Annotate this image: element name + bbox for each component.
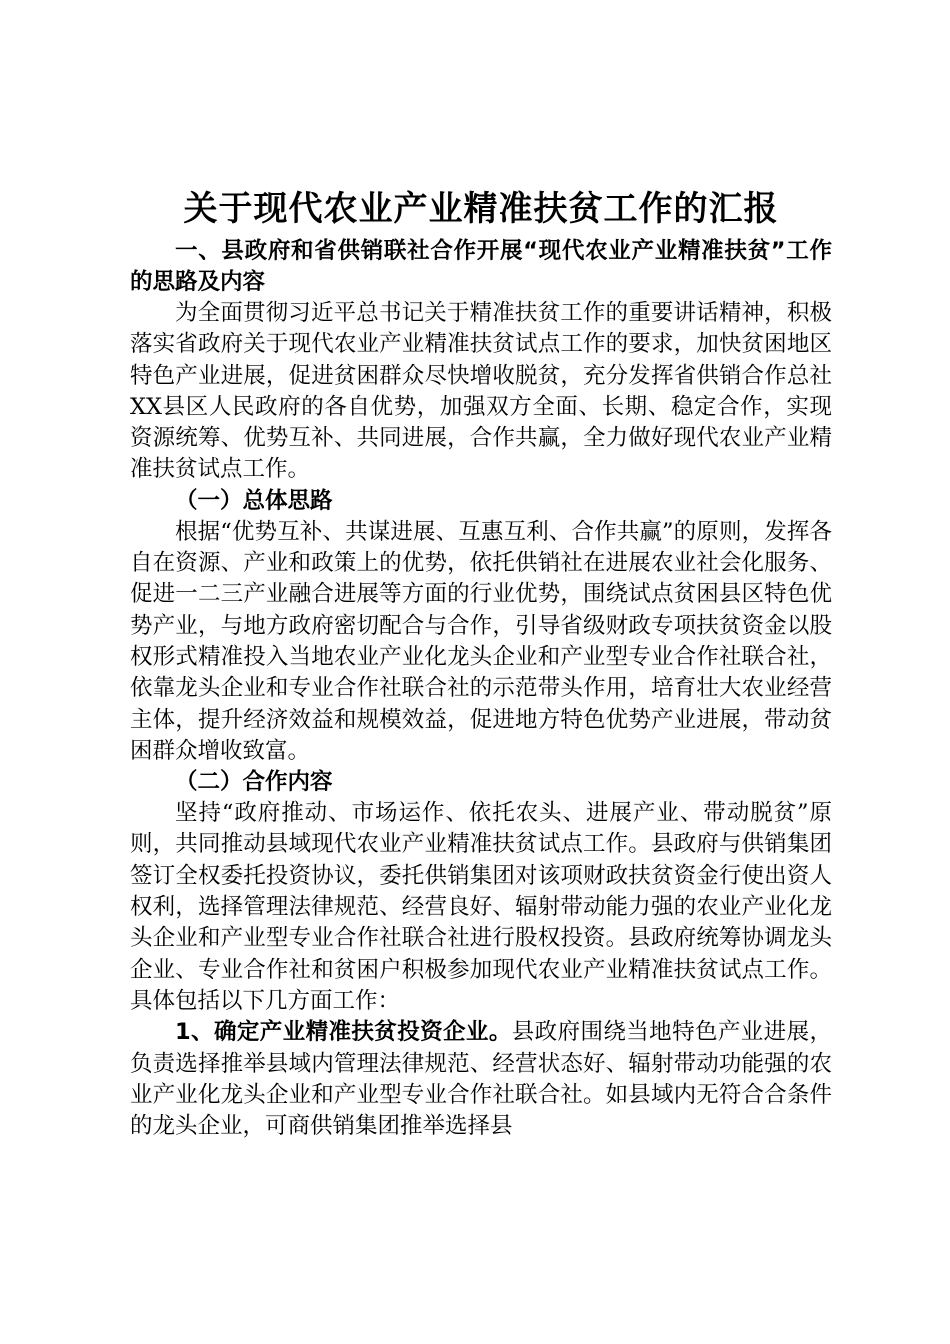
section-heading: 一、县政府和省供销联社合作开展“现代农业产业精准扶贫”工作的思路及内容 bbox=[130, 238, 832, 295]
list-item-paragraph bbox=[130, 1017, 832, 1142]
document-title: 关于现代农业产业精准扶贫工作的汇报 bbox=[183, 189, 779, 229]
body-paragraph: 为全面贯彻习近平总书记关于精准扶贫工作的重要讲话精神，积极落实省政府关于现代农业产业精准扶贫试点工作的要求，加快贫困地区特色产业进展，促进贫困群众尽快增收脱贫，充分发挥省供销合作总社XX县区人民政府的各自优势，加强双方全面、长期、稳定合作，实现资源统筹、优势互补、共同进展，合作共赢，全力做好现代农业产业精准扶贫试点工作。 bbox=[130, 300, 832, 483]
body-paragraph: 坚持“政府推动、市场运作、依托农头、进展产业、带动脱贫”原则，共同推动县域现代农业产业精准扶贫试点工作。县政府与供销集团签订全权委托投资协议，委托供销集团对该项财政扶贫资金行使出资人权利，选择管理法律规范、经营良好、辐射带动能力强的农业产业化龙头企业和产业型专业合作社联合社进行股权投资。县政府统筹协调龙头企业、专业合作社和贫困户积极参加现代农业产业精准扶贫试点工作。具体包括以下几方面工作： bbox=[130, 800, 832, 1014]
subsection-heading: （一）总体思路 bbox=[175, 487, 333, 514]
list-item-lead: 1、确定产业精准扶贫投资企业。 bbox=[175, 1019, 512, 1046]
list-item-text: 县政府围绕当地特色产业进展，负责选择推举县域内管理法律规范、经营状态好、辐射带动功能强的农业产业化龙头企业和产业型专业合作社联合社。如县域内无符合合条件的龙头企业，可商供销集团推举选择县 bbox=[130, 1019, 832, 1140]
subsection-heading: （二）合作内容 bbox=[175, 769, 333, 796]
body-paragraph: 根据“优势互补、共谋进展、互惠互利、合作共赢”的原则，发挥各自在资源、产业和政策上的优势，依托供销社在进展农业社会化服务、促进一二三产业融合进展等方面的行业优势，围绕试点贫困县区特色优势产业，与地方政府密切配合与合作，引导省级财政专项扶贫资金以股权形式精准投入当地农业产业化龙头企业和产业型专业合作社联合社，依靠龙头企业和专业合作社联合社的示范带头作用，培育壮大农业经营主体，提升经济效益和规模效益，促进地方特色优势产业进展，带动贫困群众增收致富。 bbox=[130, 518, 832, 764]
